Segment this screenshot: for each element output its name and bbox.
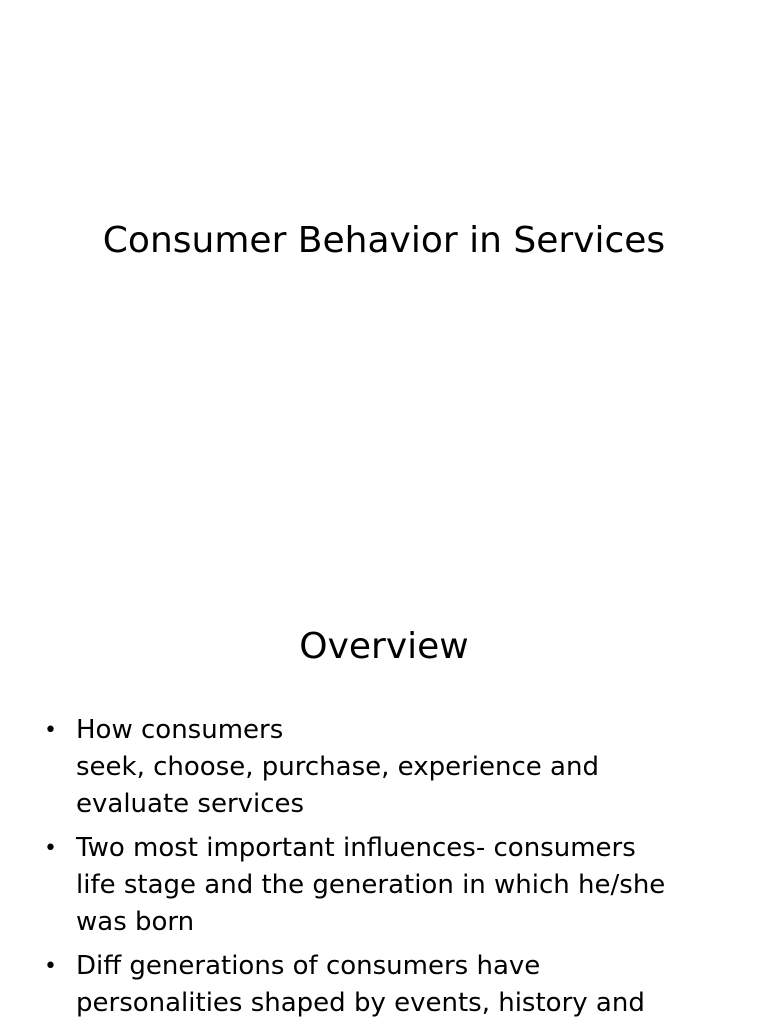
bullet-dot: • [44, 836, 57, 861]
bullet-dot: • [44, 718, 57, 743]
bullet-line: Two most important influences- consumers [76, 833, 636, 863]
bullet-line: life stage and the generation in which he/she [76, 870, 666, 900]
overview-heading: Overview [299, 626, 469, 667]
bullet-line: seek, choose, purchase, experience and [76, 752, 599, 782]
bullet-item [0, 712, 716, 823]
bullet-item [0, 830, 716, 941]
bullet-item [0, 948, 716, 1022]
bullet-line: personalities shaped by events, history and [76, 988, 645, 1018]
slide-title: Consumer Behavior in Services [102, 220, 666, 261]
bullet-line: evaluate services [76, 789, 305, 819]
bullet-line: Diff generations of consumers have [76, 951, 541, 981]
bullet-line: was born [76, 907, 195, 937]
overview-bullet-list [0, 712, 768, 1029]
bullet-line: How consumers [76, 715, 284, 745]
bullet-dot: • [44, 954, 57, 979]
